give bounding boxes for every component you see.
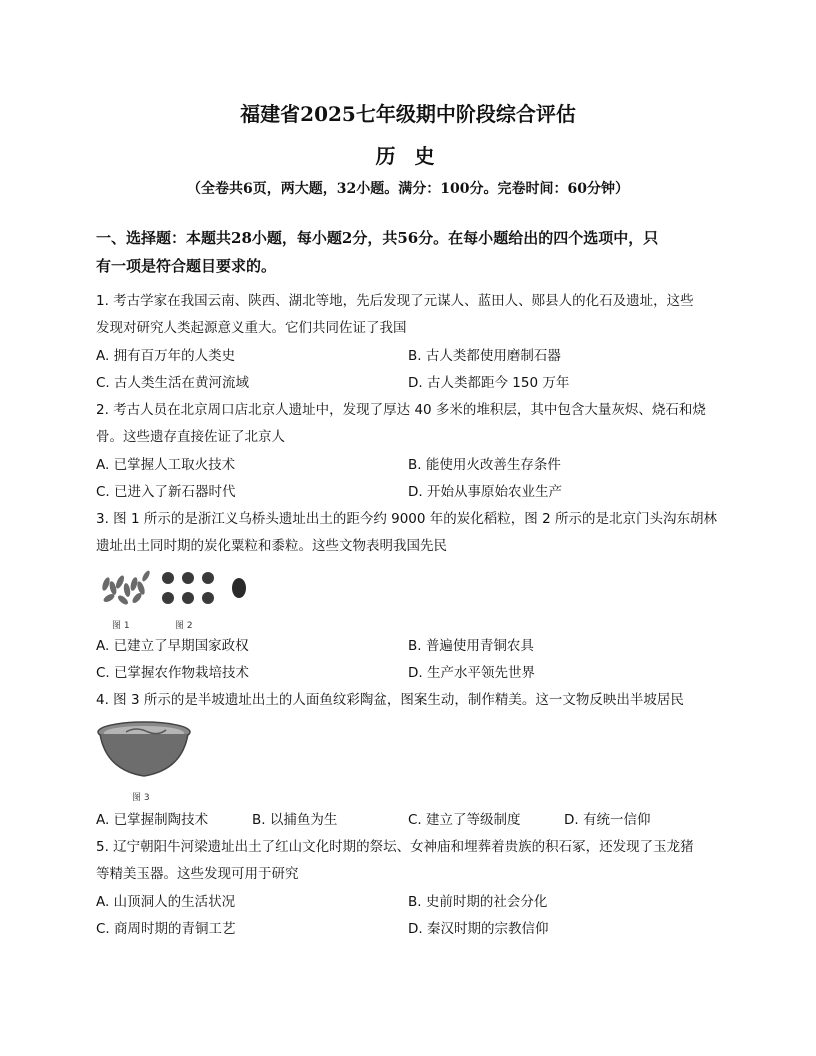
q3-stem-line2: 遗址出土同时期的炭化粟粒和黍粒。这些文物表明我国先民: [96, 538, 447, 554]
figure-3-pottery-basin-image: [96, 720, 192, 784]
q3-option-b[interactable]: B. 普遍使用青铜农具: [408, 638, 534, 654]
q4-option-c[interactable]: C. 建立了等级制度: [408, 812, 521, 828]
section-heading-line2: 有一项是符合题目要求的。: [96, 257, 277, 275]
q2-option-b[interactable]: B. 能使用火改善生存条件: [408, 457, 561, 473]
figure-2-millet-grains: [162, 572, 246, 604]
section-heading-line1: 一、选择题：本题共28小题，每小题2分，共56分。在每小题给出的四个选项中，只: [96, 229, 659, 247]
subject-title: 历 史: [375, 144, 441, 168]
figure-1-rice-grains: [101, 570, 151, 607]
q3-option-c[interactable]: C. 已掌握农作物栽培技术: [96, 665, 250, 681]
figure-1-caption: 图 1: [112, 621, 130, 631]
q5-stem-line1: 5. 辽宁朝阳牛河梁遗址出土了红山文化时期的祭坛、女神庙和埋葬着贵族的积石冢，还发现了玉龙猪: [96, 839, 694, 855]
figure-2-caption: 图 2: [175, 621, 193, 631]
q3-stem-line1: 3. 图 1 所示的是浙江义乌桥头遗址出土的距今约 9000 年的炭化稻粒，图 2 所示的是北京门头沟东胡林: [96, 511, 717, 527]
q2-option-a[interactable]: A. 已掌握人工取火技术: [96, 457, 236, 473]
q4-option-b[interactable]: B. 以捕鱼为生: [252, 812, 338, 828]
q1-option-d[interactable]: D. 古人类都距今 150 万年: [408, 375, 570, 391]
q4-option-a[interactable]: A. 已掌握制陶技术: [96, 812, 209, 828]
q3-option-a[interactable]: A. 已建立了早期国家政权: [96, 638, 249, 654]
q1-option-c[interactable]: C. 古人类生活在黄河流域: [96, 375, 250, 391]
q1-option-b[interactable]: B. 古人类都使用磨制石器: [408, 348, 561, 364]
exam-title: 福建省2025七年级期中阶段综合评估: [240, 102, 576, 126]
figure-1-2-grains-image: [96, 566, 256, 612]
q1-stem-line2: 发现对研究人类起源意义重大。它们共同佐证了我国: [96, 320, 407, 336]
q2-stem-line1: 2. 考古人员在北京周口店北京人遗址中，发现了厚达 40 多米的堆积层，其中包含大量灰烬、烧石和烧: [96, 402, 706, 418]
q5-option-d[interactable]: D. 秦汉时期的宗教信仰: [408, 921, 549, 937]
q5-option-a[interactable]: A. 山顶洞人的生活状况: [96, 894, 236, 910]
q4-option-d[interactable]: D. 有统一信仰: [564, 812, 651, 828]
q1-stem-line1: 1. 考古学家在我国云南、陕西、湖北等地，先后发现了元谋人、蓝田人、郧县人的化石及遗址，这些: [96, 293, 694, 309]
q5-stem-line2: 等精美玉器。这些发现可用于研究: [96, 866, 299, 882]
q4-stem-line1: 4. 图 3 所示的是半坡遗址出土的人面鱼纹彩陶盆，图案生动，制作精美。这一文物反映出半坡居民: [96, 692, 684, 708]
q2-stem-line2: 骨。这些遗存直接佐证了北京人: [96, 429, 285, 445]
q1-option-a[interactable]: A. 拥有百万年的人类史: [96, 348, 236, 364]
exam-note: （全卷共6页，两大题，32小题。满分：100分。完卷时间：60分钟）: [187, 181, 629, 197]
q5-option-c[interactable]: C. 商周时期的青铜工艺: [96, 921, 236, 937]
q5-option-b[interactable]: B. 史前时期的社会分化: [408, 894, 548, 910]
q2-option-d[interactable]: D. 开始从事原始农业生产: [408, 484, 562, 500]
figure-3-caption: 图 3: [132, 793, 150, 803]
q3-option-d[interactable]: D. 生产水平领先世界: [408, 665, 535, 681]
q2-option-c[interactable]: C. 已进入了新石器时代: [96, 484, 236, 500]
